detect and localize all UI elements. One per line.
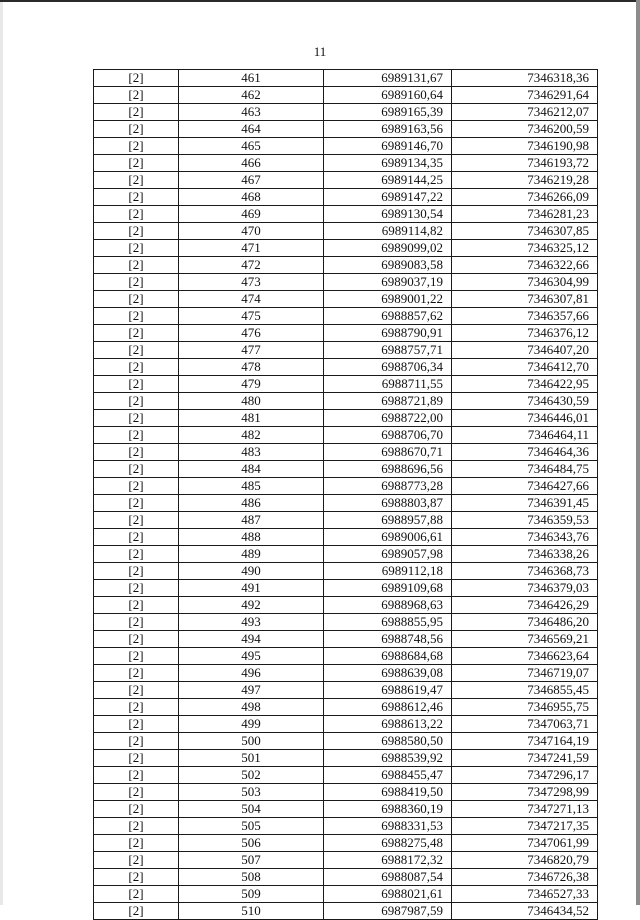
- table-row: [94, 87, 598, 104]
- y-coordinate-cell: 7346391,45: [452, 495, 598, 512]
- source-cell: [2]: [94, 665, 179, 682]
- point-number-cell: 471: [179, 240, 324, 257]
- y-coordinate-cell: 7346427,66: [452, 478, 598, 495]
- point-number-cell: 472: [179, 257, 324, 274]
- source-cell: [2]: [94, 648, 179, 665]
- y-coordinate-cell: 7346307,85: [452, 223, 598, 240]
- source-cell: [2]: [94, 172, 179, 189]
- x-coordinate-cell: 6989006,61: [324, 529, 452, 546]
- table-row: [94, 767, 598, 784]
- y-coordinate-cell: 7346855,45: [452, 682, 598, 699]
- y-coordinate-cell: 7346569,21: [452, 631, 598, 648]
- point-number-cell: 493: [179, 614, 324, 631]
- y-coordinate-cell: 7347063,71: [452, 716, 598, 733]
- table-row: [94, 563, 598, 580]
- source-cell: [2]: [94, 478, 179, 495]
- source-cell: [2]: [94, 597, 179, 614]
- x-coordinate-cell: 6988803,87: [324, 495, 452, 512]
- source-cell: [2]: [94, 767, 179, 784]
- point-number-cell: 497: [179, 682, 324, 699]
- source-cell: [2]: [94, 818, 179, 835]
- source-cell: [2]: [94, 563, 179, 580]
- point-number-cell: 467: [179, 172, 324, 189]
- table-row: [94, 461, 598, 478]
- y-coordinate-cell: 7346325,12: [452, 240, 598, 257]
- x-coordinate-cell: 6988455,47: [324, 767, 452, 784]
- x-coordinate-cell: 6988721,89: [324, 393, 452, 410]
- source-cell: [2]: [94, 223, 179, 240]
- y-coordinate-cell: 7346304,99: [452, 274, 598, 291]
- table-row: [94, 342, 598, 359]
- point-number-cell: 465: [179, 138, 324, 155]
- table-row: [94, 801, 598, 818]
- table-row: [94, 308, 598, 325]
- x-coordinate-cell: 6988857,62: [324, 308, 452, 325]
- source-cell: [2]: [94, 546, 179, 563]
- source-cell: [2]: [94, 580, 179, 597]
- y-coordinate-cell: 7346291,64: [452, 87, 598, 104]
- table-row: [94, 376, 598, 393]
- coordinates-table-body: [94, 70, 598, 920]
- y-coordinate-cell: 7346623,64: [452, 648, 598, 665]
- source-cell: [2]: [94, 461, 179, 478]
- table-row: [94, 852, 598, 869]
- point-number-cell: 506: [179, 835, 324, 852]
- x-coordinate-cell: 6988670,71: [324, 444, 452, 461]
- source-cell: [2]: [94, 121, 179, 138]
- x-coordinate-cell: 6988968,63: [324, 597, 452, 614]
- source-cell: [2]: [94, 614, 179, 631]
- x-coordinate-cell: 6988613,22: [324, 716, 452, 733]
- source-cell: [2]: [94, 359, 179, 376]
- y-coordinate-cell: 7346486,20: [452, 614, 598, 631]
- source-cell: [2]: [94, 325, 179, 342]
- point-number-cell: 489: [179, 546, 324, 563]
- source-cell: [2]: [94, 903, 179, 920]
- x-coordinate-cell: 6988706,70: [324, 427, 452, 444]
- x-coordinate-cell: 6988696,56: [324, 461, 452, 478]
- table-row: [94, 393, 598, 410]
- point-number-cell: 486: [179, 495, 324, 512]
- point-number-cell: 469: [179, 206, 324, 223]
- source-cell: [2]: [94, 155, 179, 172]
- source-cell: [2]: [94, 529, 179, 546]
- x-coordinate-cell: 6989144,25: [324, 172, 452, 189]
- y-coordinate-cell: 7347298,99: [452, 784, 598, 801]
- table-row: [94, 682, 598, 699]
- x-coordinate-cell: 6988360,19: [324, 801, 452, 818]
- y-coordinate-cell: 7347164,19: [452, 733, 598, 750]
- source-cell: [2]: [94, 104, 179, 121]
- point-number-cell: 482: [179, 427, 324, 444]
- x-coordinate-cell: 6988748,56: [324, 631, 452, 648]
- x-coordinate-cell: 6987987,59: [324, 903, 452, 920]
- x-coordinate-cell: 6989165,39: [324, 104, 452, 121]
- source-cell: [2]: [94, 70, 179, 87]
- table-row: [94, 631, 598, 648]
- y-coordinate-cell: 7346200,59: [452, 121, 598, 138]
- x-coordinate-cell: 6989001,22: [324, 291, 452, 308]
- table-row: [94, 614, 598, 631]
- source-cell: [2]: [94, 376, 179, 393]
- y-coordinate-cell: 7347296,17: [452, 767, 598, 784]
- y-coordinate-cell: 7346955,75: [452, 699, 598, 716]
- point-number-cell: 492: [179, 597, 324, 614]
- table-row: [94, 257, 598, 274]
- point-number-cell: 504: [179, 801, 324, 818]
- y-coordinate-cell: 7346464,36: [452, 444, 598, 461]
- table-row: [94, 733, 598, 750]
- table-row: [94, 240, 598, 257]
- point-number-cell: 484: [179, 461, 324, 478]
- y-coordinate-cell: 7346430,59: [452, 393, 598, 410]
- x-coordinate-cell: 6989163,56: [324, 121, 452, 138]
- x-coordinate-cell: 6988773,28: [324, 478, 452, 495]
- y-coordinate-cell: 7346359,53: [452, 512, 598, 529]
- x-coordinate-cell: 6989099,02: [324, 240, 452, 257]
- point-number-cell: 476: [179, 325, 324, 342]
- table-row: [94, 886, 598, 903]
- point-number-cell: 477: [179, 342, 324, 359]
- table-row: [94, 291, 598, 308]
- table-row: [94, 869, 598, 886]
- source-cell: [2]: [94, 750, 179, 767]
- y-coordinate-cell: 7347217,35: [452, 818, 598, 835]
- table-row: [94, 835, 598, 852]
- point-number-cell: 485: [179, 478, 324, 495]
- x-coordinate-cell: 6988612,46: [324, 699, 452, 716]
- x-coordinate-cell: 6989147,22: [324, 189, 452, 206]
- x-coordinate-cell: 6988172,32: [324, 852, 452, 869]
- point-number-cell: 491: [179, 580, 324, 597]
- source-cell: [2]: [94, 784, 179, 801]
- source-cell: [2]: [94, 427, 179, 444]
- source-cell: [2]: [94, 274, 179, 291]
- x-coordinate-cell: 6988580,50: [324, 733, 452, 750]
- point-number-cell: 494: [179, 631, 324, 648]
- x-coordinate-cell: 6988275,48: [324, 835, 452, 852]
- y-coordinate-cell: 7346281,23: [452, 206, 598, 223]
- table-row: [94, 325, 598, 342]
- x-coordinate-cell: 6988711,55: [324, 376, 452, 393]
- table-row: [94, 444, 598, 461]
- source-cell: [2]: [94, 699, 179, 716]
- scan-top-border: [0, 0, 640, 2]
- source-cell: [2]: [94, 189, 179, 206]
- table-row: [94, 648, 598, 665]
- point-number-cell: 478: [179, 359, 324, 376]
- table-row: [94, 427, 598, 444]
- y-coordinate-cell: 7347241,59: [452, 750, 598, 767]
- table-row: [94, 104, 598, 121]
- x-coordinate-cell: 6989130,54: [324, 206, 452, 223]
- y-coordinate-cell: 7346726,38: [452, 869, 598, 886]
- point-number-cell: 468: [179, 189, 324, 206]
- y-coordinate-cell: 7346318,36: [452, 70, 598, 87]
- point-number-cell: 480: [179, 393, 324, 410]
- source-cell: [2]: [94, 835, 179, 852]
- point-number-cell: 487: [179, 512, 324, 529]
- table-row: [94, 155, 598, 172]
- table-row: [94, 699, 598, 716]
- y-coordinate-cell: 7346266,09: [452, 189, 598, 206]
- y-coordinate-cell: 7346379,03: [452, 580, 598, 597]
- source-cell: [2]: [94, 886, 179, 903]
- y-coordinate-cell: 7346338,26: [452, 546, 598, 563]
- source-cell: [2]: [94, 342, 179, 359]
- y-coordinate-cell: 7346527,33: [452, 886, 598, 903]
- x-coordinate-cell: 6988619,47: [324, 682, 452, 699]
- source-cell: [2]: [94, 801, 179, 818]
- point-number-cell: 462: [179, 87, 324, 104]
- y-coordinate-cell: 7346190,98: [452, 138, 598, 155]
- table-row: [94, 546, 598, 563]
- point-number-cell: 505: [179, 818, 324, 835]
- point-number-cell: 481: [179, 410, 324, 427]
- table-row: [94, 580, 598, 597]
- coordinates-table: [93, 69, 598, 920]
- table-row: [94, 903, 598, 920]
- x-coordinate-cell: 6989037,19: [324, 274, 452, 291]
- point-number-cell: 475: [179, 308, 324, 325]
- point-number-cell: 508: [179, 869, 324, 886]
- x-coordinate-cell: 6988957,88: [324, 512, 452, 529]
- x-coordinate-cell: 6988419,50: [324, 784, 452, 801]
- point-number-cell: 490: [179, 563, 324, 580]
- x-coordinate-cell: 6989083,58: [324, 257, 452, 274]
- table-row: [94, 665, 598, 682]
- x-coordinate-cell: 6988087,54: [324, 869, 452, 886]
- x-coordinate-cell: 6988331,53: [324, 818, 452, 835]
- source-cell: [2]: [94, 87, 179, 104]
- source-cell: [2]: [94, 733, 179, 750]
- x-coordinate-cell: 6989057,98: [324, 546, 452, 563]
- x-coordinate-cell: 6988639,08: [324, 665, 452, 682]
- point-number-cell: 501: [179, 750, 324, 767]
- table-row: [94, 274, 598, 291]
- table-row: [94, 716, 598, 733]
- point-number-cell: 461: [179, 70, 324, 87]
- source-cell: [2]: [94, 512, 179, 529]
- source-cell: [2]: [94, 410, 179, 427]
- scan-right-border: [636, 0, 640, 905]
- point-number-cell: 498: [179, 699, 324, 716]
- x-coordinate-cell: 6988706,34: [324, 359, 452, 376]
- source-cell: [2]: [94, 444, 179, 461]
- point-number-cell: 470: [179, 223, 324, 240]
- point-number-cell: 509: [179, 886, 324, 903]
- point-number-cell: 495: [179, 648, 324, 665]
- x-coordinate-cell: 6989114,82: [324, 223, 452, 240]
- table-row: [94, 172, 598, 189]
- source-cell: [2]: [94, 240, 179, 257]
- point-number-cell: 466: [179, 155, 324, 172]
- x-coordinate-cell: 6988684,68: [324, 648, 452, 665]
- point-number-cell: 488: [179, 529, 324, 546]
- y-coordinate-cell: 7346426,29: [452, 597, 598, 614]
- table-row: [94, 784, 598, 801]
- x-coordinate-cell: 6989134,35: [324, 155, 452, 172]
- source-cell: [2]: [94, 852, 179, 869]
- table-row: [94, 138, 598, 155]
- y-coordinate-cell: 7346193,72: [452, 155, 598, 172]
- y-coordinate-cell: 7346322,66: [452, 257, 598, 274]
- point-number-cell: 463: [179, 104, 324, 121]
- table-row: [94, 121, 598, 138]
- scan-left-shadow: [0, 0, 3, 905]
- table-row: [94, 512, 598, 529]
- source-cell: [2]: [94, 495, 179, 512]
- point-number-cell: 473: [179, 274, 324, 291]
- table-row: [94, 223, 598, 240]
- source-cell: [2]: [94, 869, 179, 886]
- table-row: [94, 529, 598, 546]
- y-coordinate-cell: 7347271,13: [452, 801, 598, 818]
- y-coordinate-cell: 7346219,28: [452, 172, 598, 189]
- table-row: [94, 206, 598, 223]
- y-coordinate-cell: 7346434,52: [452, 903, 598, 920]
- y-coordinate-cell: 7346412,70: [452, 359, 598, 376]
- table-row: [94, 750, 598, 767]
- y-coordinate-cell: 7346343,76: [452, 529, 598, 546]
- point-number-cell: 464: [179, 121, 324, 138]
- source-cell: [2]: [94, 257, 179, 274]
- point-number-cell: 499: [179, 716, 324, 733]
- y-coordinate-cell: 7346407,20: [452, 342, 598, 359]
- point-number-cell: 483: [179, 444, 324, 461]
- y-coordinate-cell: 7346307,81: [452, 291, 598, 308]
- y-coordinate-cell: 7346357,66: [452, 308, 598, 325]
- y-coordinate-cell: 7346446,01: [452, 410, 598, 427]
- page-number: 11: [313, 44, 327, 59]
- source-cell: [2]: [94, 393, 179, 410]
- table-row: [94, 597, 598, 614]
- table-row: [94, 70, 598, 87]
- y-coordinate-cell: 7346820,79: [452, 852, 598, 869]
- y-coordinate-cell: 7346212,07: [452, 104, 598, 121]
- y-coordinate-cell: 7346719,07: [452, 665, 598, 682]
- y-coordinate-cell: 7346484,75: [452, 461, 598, 478]
- y-coordinate-cell: 7346464,11: [452, 427, 598, 444]
- source-cell: [2]: [94, 308, 179, 325]
- point-number-cell: 507: [179, 852, 324, 869]
- point-number-cell: 474: [179, 291, 324, 308]
- y-coordinate-cell: 7346376,12: [452, 325, 598, 342]
- y-coordinate-cell: 7346368,73: [452, 563, 598, 580]
- x-coordinate-cell: 6988757,71: [324, 342, 452, 359]
- table-row: [94, 189, 598, 206]
- x-coordinate-cell: 6989146,70: [324, 138, 452, 155]
- x-coordinate-cell: 6989131,67: [324, 70, 452, 87]
- x-coordinate-cell: 6988855,95: [324, 614, 452, 631]
- table-row: [94, 410, 598, 427]
- source-cell: [2]: [94, 682, 179, 699]
- point-number-cell: 502: [179, 767, 324, 784]
- table-row: [94, 818, 598, 835]
- source-cell: [2]: [94, 206, 179, 223]
- source-cell: [2]: [94, 138, 179, 155]
- x-coordinate-cell: 6989160,64: [324, 87, 452, 104]
- source-cell: [2]: [94, 631, 179, 648]
- x-coordinate-cell: 6988722,00: [324, 410, 452, 427]
- y-coordinate-cell: 7346422,95: [452, 376, 598, 393]
- x-coordinate-cell: 6988539,92: [324, 750, 452, 767]
- x-coordinate-cell: 6989112,18: [324, 563, 452, 580]
- point-number-cell: 479: [179, 376, 324, 393]
- point-number-cell: 503: [179, 784, 324, 801]
- table-row: [94, 359, 598, 376]
- y-coordinate-cell: 7347061,99: [452, 835, 598, 852]
- point-number-cell: 500: [179, 733, 324, 750]
- x-coordinate-cell: 6988790,91: [324, 325, 452, 342]
- source-cell: [2]: [94, 291, 179, 308]
- x-coordinate-cell: 6988021,61: [324, 886, 452, 903]
- table-row: [94, 478, 598, 495]
- point-number-cell: 496: [179, 665, 324, 682]
- point-number-cell: 510: [179, 903, 324, 920]
- table-row: [94, 495, 598, 512]
- x-coordinate-cell: 6989109,68: [324, 580, 452, 597]
- source-cell: [2]: [94, 716, 179, 733]
